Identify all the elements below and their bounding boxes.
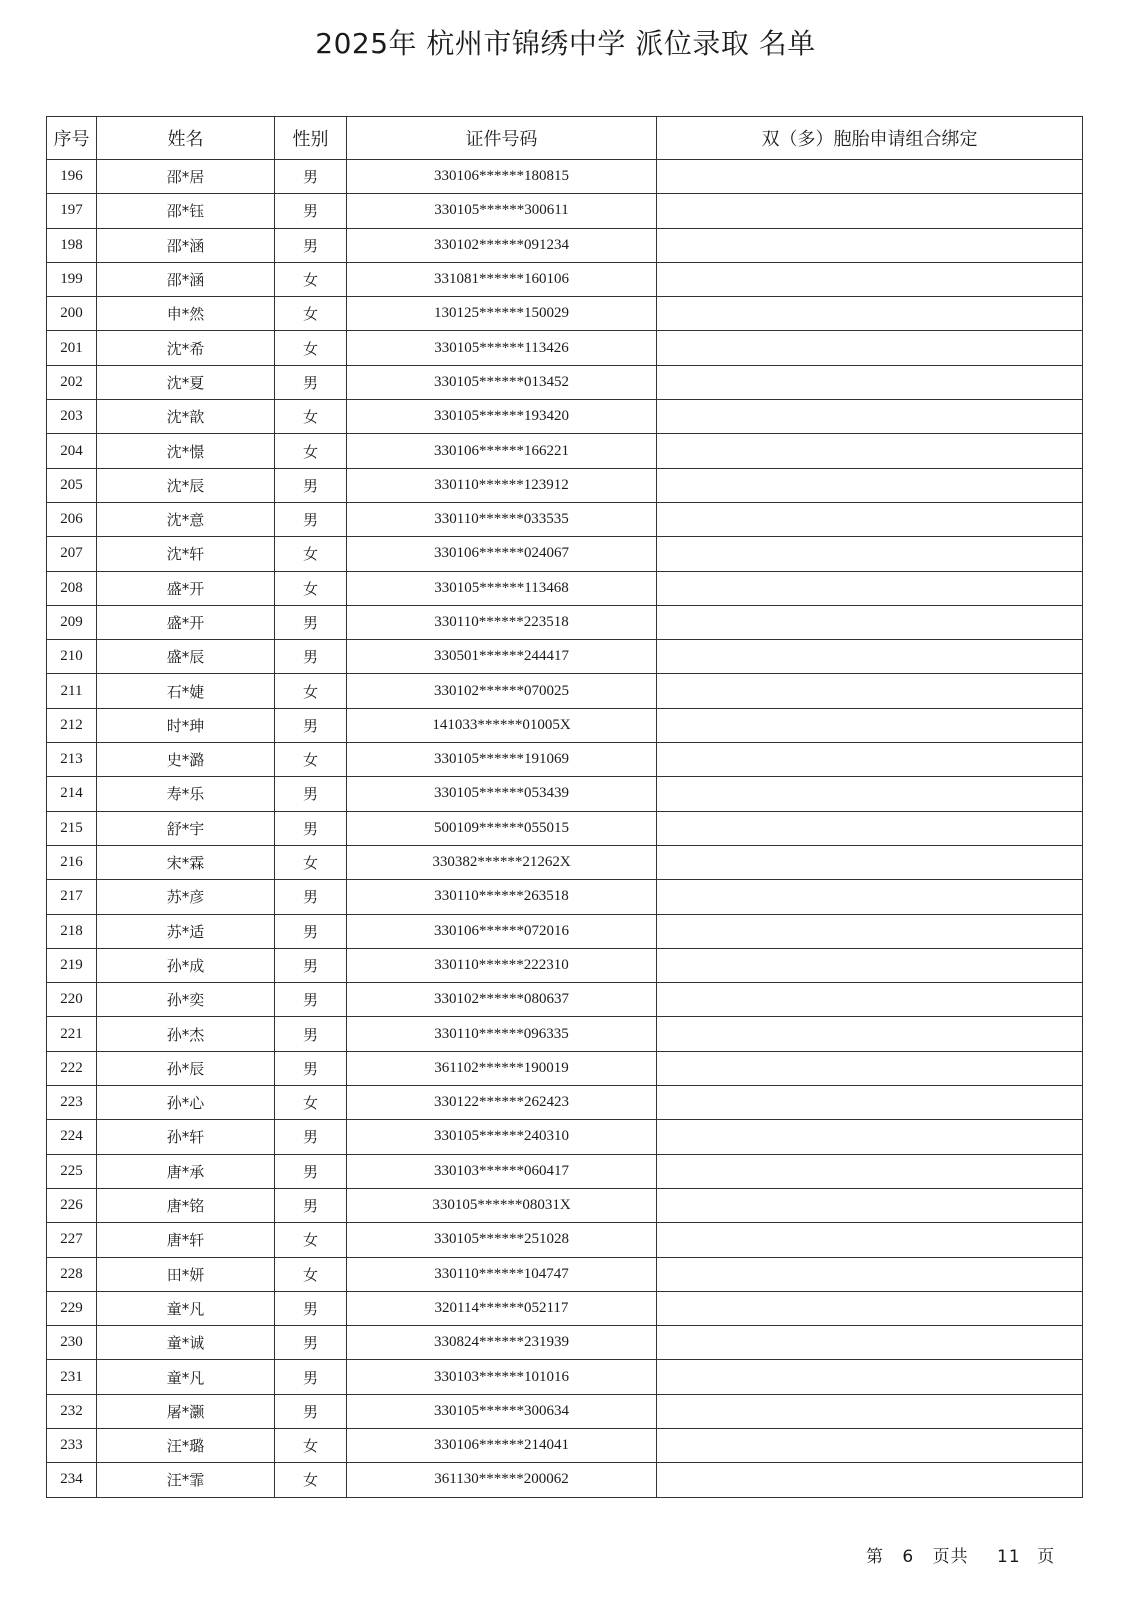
cell-seq: 225 xyxy=(47,1154,97,1188)
cell-name: 孙*杰 xyxy=(97,1017,275,1051)
table-row xyxy=(47,1086,1083,1120)
table-row xyxy=(47,708,1083,742)
cell-gender: 女 xyxy=(275,845,347,879)
cell-id-number: 130125******150029 xyxy=(347,297,657,331)
cell-id-number: 330110******263518 xyxy=(347,880,657,914)
cell-twin-binding xyxy=(657,502,1083,536)
table-row xyxy=(47,845,1083,879)
cell-twin-binding xyxy=(657,1086,1083,1120)
table-row xyxy=(47,1154,1083,1188)
cell-twin-binding xyxy=(657,1326,1083,1360)
cell-name: 盛*开 xyxy=(97,571,275,605)
footer-middle: 页共 xyxy=(932,1547,969,1567)
cell-name: 沈*意 xyxy=(97,502,275,536)
cell-gender: 女 xyxy=(275,331,347,365)
cell-name: 孙*辰 xyxy=(97,1051,275,1085)
table-row xyxy=(47,914,1083,948)
cell-twin-binding xyxy=(657,605,1083,639)
table-row xyxy=(47,777,1083,811)
cell-gender: 男 xyxy=(275,1394,347,1428)
cell-twin-binding xyxy=(657,1223,1083,1257)
header-twin-binding: 双（多）胞胎申请组合绑定 xyxy=(657,117,1083,160)
footer-page-number: 6 xyxy=(902,1547,915,1567)
cell-gender: 男 xyxy=(275,1051,347,1085)
cell-twin-binding xyxy=(657,537,1083,571)
page-title: 2025年 杭州市锦绣中学 派位录取 名单 xyxy=(315,27,816,60)
cell-twin-binding xyxy=(657,1154,1083,1188)
cell-id-number: 331081******160106 xyxy=(347,262,657,296)
table-row xyxy=(47,1360,1083,1394)
cell-id-number: 330106******072016 xyxy=(347,914,657,948)
cell-seq: 200 xyxy=(47,297,97,331)
cell-seq: 206 xyxy=(47,502,97,536)
table-row xyxy=(47,640,1083,674)
cell-twin-binding xyxy=(657,1051,1083,1085)
cell-gender: 男 xyxy=(275,1154,347,1188)
cell-id-number: 330105******113426 xyxy=(347,331,657,365)
cell-seq: 215 xyxy=(47,811,97,845)
cell-seq: 220 xyxy=(47,983,97,1017)
table-row xyxy=(47,1257,1083,1291)
cell-twin-binding xyxy=(657,1463,1083,1497)
cell-gender: 女 xyxy=(275,537,347,571)
cell-twin-binding xyxy=(657,228,1083,262)
cell-gender: 女 xyxy=(275,400,347,434)
cell-seq: 202 xyxy=(47,365,97,399)
table-row xyxy=(47,571,1083,605)
header-gender: 性别 xyxy=(275,117,347,160)
cell-gender: 女 xyxy=(275,434,347,468)
table-row xyxy=(47,983,1083,1017)
cell-gender: 男 xyxy=(275,983,347,1017)
table-body xyxy=(47,160,1083,1498)
cell-gender: 男 xyxy=(275,1017,347,1051)
cell-gender: 女 xyxy=(275,743,347,777)
cell-seq: 205 xyxy=(47,468,97,502)
cell-twin-binding xyxy=(657,640,1083,674)
cell-id-number: 330106******166221 xyxy=(347,434,657,468)
table-row xyxy=(47,811,1083,845)
table-row xyxy=(47,674,1083,708)
cell-name: 沈*轩 xyxy=(97,537,275,571)
table-row xyxy=(47,1326,1083,1360)
cell-gender: 男 xyxy=(275,777,347,811)
cell-gender: 男 xyxy=(275,468,347,502)
cell-name: 孙*奕 xyxy=(97,983,275,1017)
cell-seq: 210 xyxy=(47,640,97,674)
cell-seq: 217 xyxy=(47,880,97,914)
cell-seq: 204 xyxy=(47,434,97,468)
cell-name: 屠*灏 xyxy=(97,1394,275,1428)
table-row xyxy=(47,880,1083,914)
cell-twin-binding xyxy=(657,160,1083,194)
cell-seq: 222 xyxy=(47,1051,97,1085)
cell-gender: 男 xyxy=(275,1326,347,1360)
cell-seq: 211 xyxy=(47,674,97,708)
cell-id-number: 330382******21262X xyxy=(347,845,657,879)
cell-id-number: 330106******214041 xyxy=(347,1428,657,1462)
table-row xyxy=(47,1291,1083,1325)
cell-gender: 男 xyxy=(275,365,347,399)
cell-name: 史*潞 xyxy=(97,743,275,777)
cell-id-number: 500109******055015 xyxy=(347,811,657,845)
cell-id-number: 330102******091234 xyxy=(347,228,657,262)
cell-seq: 228 xyxy=(47,1257,97,1291)
cell-seq: 224 xyxy=(47,1120,97,1154)
cell-name: 唐*轩 xyxy=(97,1223,275,1257)
cell-twin-binding xyxy=(657,811,1083,845)
cell-name: 盛*开 xyxy=(97,605,275,639)
table-row xyxy=(47,1394,1083,1428)
cell-name: 申*然 xyxy=(97,297,275,331)
header-name: 姓名 xyxy=(97,117,275,160)
cell-seq: 207 xyxy=(47,537,97,571)
cell-gender: 男 xyxy=(275,1120,347,1154)
cell-id-number: 330105******08031X xyxy=(347,1188,657,1222)
cell-twin-binding xyxy=(657,1120,1083,1154)
table-row xyxy=(47,468,1083,502)
cell-id-number: 330824******231939 xyxy=(347,1326,657,1360)
cell-id-number: 330105******193420 xyxy=(347,400,657,434)
cell-id-number: 330501******244417 xyxy=(347,640,657,674)
cell-twin-binding xyxy=(657,948,1083,982)
cell-gender: 女 xyxy=(275,1463,347,1497)
cell-name: 邵*居 xyxy=(97,160,275,194)
cell-id-number: 330110******222310 xyxy=(347,948,657,982)
cell-name: 时*珅 xyxy=(97,708,275,742)
cell-seq: 218 xyxy=(47,914,97,948)
cell-gender: 男 xyxy=(275,708,347,742)
cell-id-number: 361102******190019 xyxy=(347,1051,657,1085)
cell-gender: 男 xyxy=(275,160,347,194)
cell-gender: 男 xyxy=(275,914,347,948)
cell-name: 舒*宇 xyxy=(97,811,275,845)
cell-seq: 197 xyxy=(47,194,97,228)
cell-twin-binding xyxy=(657,1428,1083,1462)
cell-id-number: 141033******01005X xyxy=(347,708,657,742)
cell-name: 邵*涵 xyxy=(97,228,275,262)
cell-id-number: 330106******024067 xyxy=(347,537,657,571)
cell-name: 沈*辰 xyxy=(97,468,275,502)
cell-seq: 203 xyxy=(47,400,97,434)
table-row xyxy=(47,434,1083,468)
table-row xyxy=(47,1017,1083,1051)
cell-id-number: 330105******251028 xyxy=(347,1223,657,1257)
cell-id-number: 330102******080637 xyxy=(347,983,657,1017)
cell-gender: 女 xyxy=(275,674,347,708)
cell-name: 汪*霏 xyxy=(97,1463,275,1497)
cell-seq: 209 xyxy=(47,605,97,639)
footer-prefix: 第 xyxy=(866,1547,884,1567)
cell-id-number: 330105******191069 xyxy=(347,743,657,777)
cell-name: 苏*适 xyxy=(97,914,275,948)
cell-id-number: 330110******104747 xyxy=(347,1257,657,1291)
cell-twin-binding xyxy=(657,434,1083,468)
cell-id-number: 330105******053439 xyxy=(347,777,657,811)
cell-twin-binding xyxy=(657,674,1083,708)
cell-id-number: 330110******223518 xyxy=(347,605,657,639)
cell-name: 童*凡 xyxy=(97,1360,275,1394)
cell-twin-binding xyxy=(657,1017,1083,1051)
cell-name: 童*诚 xyxy=(97,1326,275,1360)
cell-id-number: 330102******070025 xyxy=(347,674,657,708)
table-row xyxy=(47,1223,1083,1257)
table-row xyxy=(47,948,1083,982)
cell-name: 孙*心 xyxy=(97,1086,275,1120)
cell-name: 田*妍 xyxy=(97,1257,275,1291)
cell-gender: 男 xyxy=(275,502,347,536)
cell-gender: 男 xyxy=(275,948,347,982)
cell-name: 孙*成 xyxy=(97,948,275,982)
cell-gender: 男 xyxy=(275,228,347,262)
cell-seq: 231 xyxy=(47,1360,97,1394)
cell-seq: 201 xyxy=(47,331,97,365)
cell-twin-binding xyxy=(657,1188,1083,1222)
cell-name: 童*凡 xyxy=(97,1291,275,1325)
cell-id-number: 330122******262423 xyxy=(347,1086,657,1120)
cell-seq: 223 xyxy=(47,1086,97,1120)
cell-seq: 219 xyxy=(47,948,97,982)
cell-seq: 233 xyxy=(47,1428,97,1462)
admission-table xyxy=(46,116,1083,1498)
cell-name: 唐*铭 xyxy=(97,1188,275,1222)
table-row xyxy=(47,331,1083,365)
cell-name: 盛*辰 xyxy=(97,640,275,674)
cell-gender: 女 xyxy=(275,1223,347,1257)
cell-twin-binding xyxy=(657,777,1083,811)
cell-seq: 221 xyxy=(47,1017,97,1051)
cell-seq: 212 xyxy=(47,708,97,742)
table-row xyxy=(47,743,1083,777)
cell-name: 汪*璐 xyxy=(97,1428,275,1462)
cell-gender: 男 xyxy=(275,194,347,228)
cell-name: 沈*歆 xyxy=(97,400,275,434)
cell-gender: 女 xyxy=(275,1257,347,1291)
cell-id-number: 330103******060417 xyxy=(347,1154,657,1188)
header-seq: 序号 xyxy=(47,117,97,160)
cell-twin-binding xyxy=(657,880,1083,914)
table-row xyxy=(47,194,1083,228)
cell-seq: 196 xyxy=(47,160,97,194)
cell-name: 孙*轩 xyxy=(97,1120,275,1154)
cell-gender: 男 xyxy=(275,1188,347,1222)
cell-name: 寿*乐 xyxy=(97,777,275,811)
table-row xyxy=(47,1428,1083,1462)
cell-name: 宋*霖 xyxy=(97,845,275,879)
cell-seq: 234 xyxy=(47,1463,97,1497)
cell-seq: 227 xyxy=(47,1223,97,1257)
cell-gender: 男 xyxy=(275,811,347,845)
cell-twin-binding xyxy=(657,1257,1083,1291)
footer-total-pages: 11 xyxy=(997,1547,1021,1567)
cell-twin-binding xyxy=(657,365,1083,399)
table-row xyxy=(47,400,1083,434)
cell-gender: 女 xyxy=(275,571,347,605)
cell-seq: 229 xyxy=(47,1291,97,1325)
cell-seq: 230 xyxy=(47,1326,97,1360)
cell-seq: 226 xyxy=(47,1188,97,1222)
cell-twin-binding xyxy=(657,1360,1083,1394)
cell-id-number: 330105******240310 xyxy=(347,1120,657,1154)
table-row xyxy=(47,605,1083,639)
cell-gender: 男 xyxy=(275,640,347,674)
cell-id-number: 330105******300611 xyxy=(347,194,657,228)
cell-id-number: 330110******033535 xyxy=(347,502,657,536)
cell-seq: 213 xyxy=(47,743,97,777)
cell-twin-binding xyxy=(657,914,1083,948)
cell-twin-binding xyxy=(657,331,1083,365)
table-row xyxy=(47,1463,1083,1497)
cell-id-number: 330106******180815 xyxy=(347,160,657,194)
cell-twin-binding xyxy=(657,571,1083,605)
cell-twin-binding xyxy=(657,983,1083,1017)
table-row xyxy=(47,228,1083,262)
cell-twin-binding xyxy=(657,297,1083,331)
cell-seq: 198 xyxy=(47,228,97,262)
cell-name: 邵*涵 xyxy=(97,262,275,296)
cell-twin-binding xyxy=(657,194,1083,228)
cell-twin-binding xyxy=(657,400,1083,434)
cell-gender: 女 xyxy=(275,262,347,296)
footer-suffix: 页 xyxy=(1037,1547,1056,1567)
table-row xyxy=(47,537,1083,571)
table-row xyxy=(47,160,1083,194)
cell-name: 沈*憬 xyxy=(97,434,275,468)
cell-twin-binding xyxy=(657,468,1083,502)
cell-seq: 208 xyxy=(47,571,97,605)
cell-gender: 男 xyxy=(275,880,347,914)
cell-name: 苏*彦 xyxy=(97,880,275,914)
cell-twin-binding xyxy=(657,743,1083,777)
cell-gender: 男 xyxy=(275,1360,347,1394)
cell-twin-binding xyxy=(657,262,1083,296)
table-row xyxy=(47,262,1083,296)
cell-gender: 女 xyxy=(275,1086,347,1120)
cell-gender: 女 xyxy=(275,1428,347,1462)
table-row xyxy=(47,1188,1083,1222)
cell-twin-binding xyxy=(657,1291,1083,1325)
page-footer xyxy=(866,1542,1055,1567)
cell-name: 邵*钰 xyxy=(97,194,275,228)
table-row xyxy=(47,365,1083,399)
cell-id-number: 361130******200062 xyxy=(347,1463,657,1497)
cell-gender: 男 xyxy=(275,1291,347,1325)
table-row xyxy=(47,1120,1083,1154)
table-row xyxy=(47,502,1083,536)
cell-seq: 199 xyxy=(47,262,97,296)
cell-id-number: 330105******013452 xyxy=(347,365,657,399)
cell-name: 沈*希 xyxy=(97,331,275,365)
cell-twin-binding xyxy=(657,708,1083,742)
cell-twin-binding xyxy=(657,1394,1083,1428)
cell-id-number: 330110******096335 xyxy=(347,1017,657,1051)
cell-id-number: 320114******052117 xyxy=(347,1291,657,1325)
cell-seq: 232 xyxy=(47,1394,97,1428)
table-row xyxy=(47,1051,1083,1085)
table-row xyxy=(47,297,1083,331)
cell-id-number: 330105******300634 xyxy=(347,1394,657,1428)
cell-seq: 216 xyxy=(47,845,97,879)
header-id-number: 证件号码 xyxy=(347,117,657,160)
cell-name: 唐*承 xyxy=(97,1154,275,1188)
cell-gender: 女 xyxy=(275,297,347,331)
cell-gender: 男 xyxy=(275,605,347,639)
cell-id-number: 330103******101016 xyxy=(347,1360,657,1394)
table-header-row xyxy=(47,117,1083,160)
cell-twin-binding xyxy=(657,845,1083,879)
cell-seq: 214 xyxy=(47,777,97,811)
cell-name: 沈*夏 xyxy=(97,365,275,399)
cell-id-number: 330105******113468 xyxy=(347,571,657,605)
cell-id-number: 330110******123912 xyxy=(347,468,657,502)
cell-name: 石*婕 xyxy=(97,674,275,708)
